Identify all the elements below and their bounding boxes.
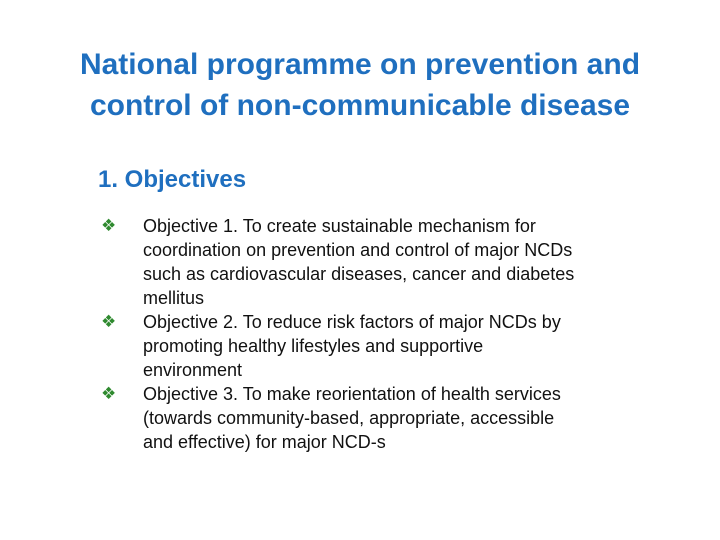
objective-line: environment [143, 360, 243, 380]
objective-line: and effective) for major NCD-s [143, 432, 386, 452]
objective-line: Objective 3. To make reorientation of health services [143, 384, 561, 404]
objective-line: Objective 1. To create sustainable mechanism for [143, 216, 536, 236]
objective-item [101, 310, 691, 382]
slide-title-line: control of non-communicable disease [89, 89, 631, 122]
objective-item [101, 214, 691, 310]
objective-text [143, 382, 691, 454]
objective-item [101, 382, 691, 454]
objective-line: Objective 2. To reduce risk factors of major NCDs by [143, 312, 561, 332]
slide-title-line: National programme on prevention and [79, 48, 641, 81]
objective-text [143, 214, 691, 310]
objective-line: promoting healthy lifestyles and supportive [143, 336, 484, 356]
objective-line: mellitus [143, 288, 205, 308]
objective-line: (towards community-based, appropriate, accessible [143, 408, 555, 428]
diamond-bullet-icon: ❖ [101, 216, 117, 235]
objective-text [143, 310, 691, 382]
objective-line: such as cardiovascular diseases, cancer and diabetes [143, 264, 575, 284]
diamond-bullet-icon: ❖ [101, 384, 117, 403]
objectives-list [101, 214, 691, 454]
slide-title [30, 44, 690, 126]
objective-line: coordination on prevention and control of major NCDs [143, 240, 573, 260]
diamond-bullet-icon: ❖ [101, 312, 117, 331]
section-heading: 1. Objectives [98, 166, 247, 193]
